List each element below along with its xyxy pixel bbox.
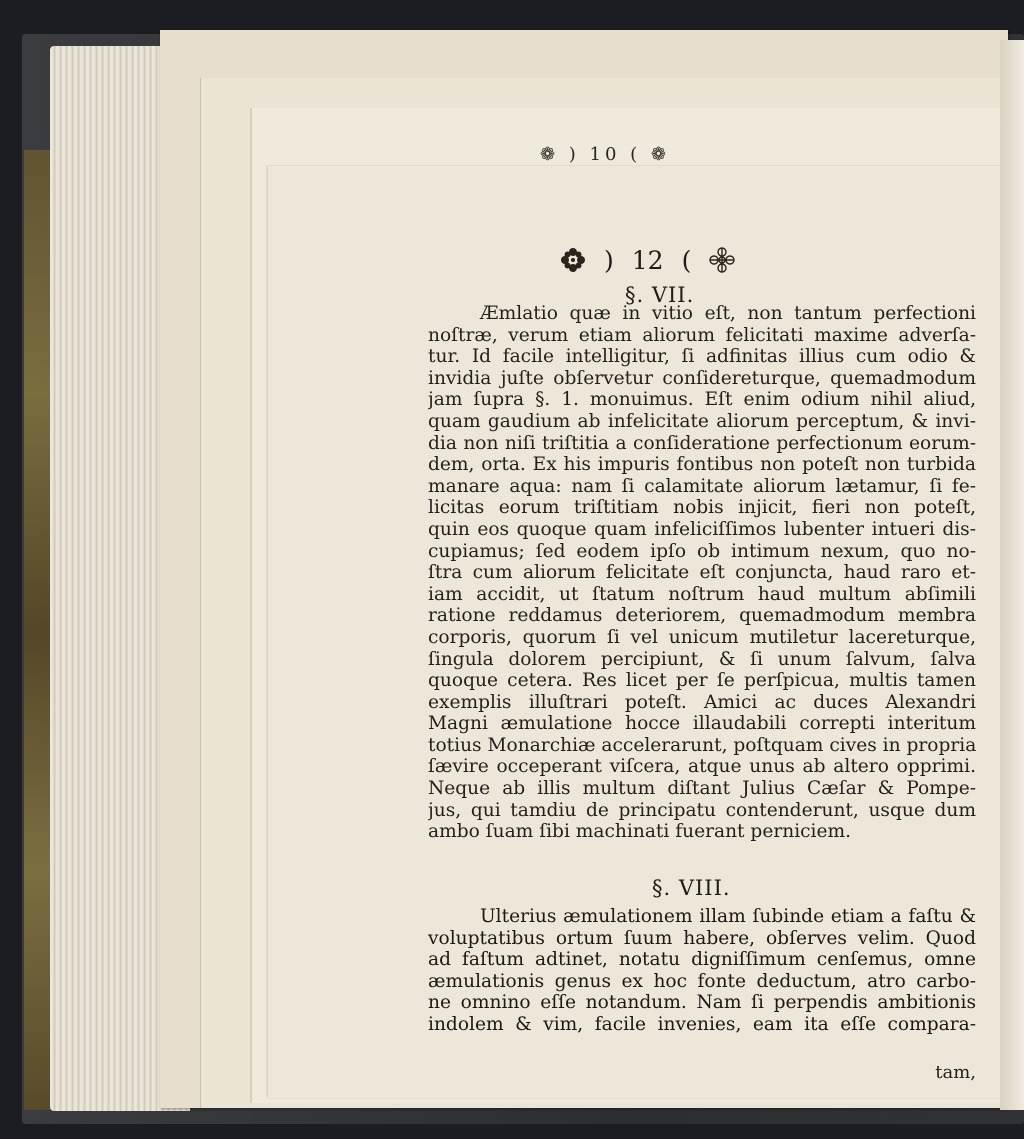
header-left-paren: ): [604, 245, 614, 275]
text-line: ſtra cum aliorum felicitate eſt conjuncta, haud raro et-: [428, 562, 976, 584]
section-heading: §. VIII.: [652, 876, 731, 900]
flower-ornament-icon: [560, 247, 586, 273]
text-line: noſtræ, verum etiam aliorum felicitati maxime adverſa-: [428, 324, 976, 346]
text-line: indolem & vim, facile invenies, eam ita eſſe compara-: [428, 1013, 976, 1035]
catchword: tam,: [935, 1062, 976, 1083]
text-line: dia non niſi triſtitia a conſideratione perfectionum eorum-: [428, 432, 976, 454]
text-line: Neque ab illis multum diſtant Julius Cæſar & Pompe-: [428, 778, 976, 800]
section-heading: §. VII.: [625, 283, 695, 307]
section-viii-text: [428, 906, 976, 1036]
page-number: 12: [631, 245, 664, 275]
flower-ornament-icon: [709, 247, 735, 273]
text-line: ne omnino eſſe notandum. Nam ſi perpendis ambitionis: [428, 992, 976, 1014]
text-line: ſingula dolorem percipiunt, & ſi unum ſalvum, ſalva: [428, 648, 976, 670]
header-right-paren: (: [681, 245, 692, 275]
text-line: iam accidit, ut ſtatum noſtrum haud multum abſimili: [428, 583, 976, 605]
text-line: tur. Id facile intelligitur, ſi adfinitas illius cum odio &: [428, 346, 976, 368]
text-line: ratione reddamus deteriorem, quemadmodum membra: [428, 605, 976, 627]
page-right-edge: [1000, 40, 1024, 1110]
text-line: licitas eorum triſtitiam nobis injicit, fieri non poteſt,: [428, 497, 976, 519]
text-line: manare aqua: nam ſi calamitate aliorum lætamur, ſi fe-: [428, 475, 976, 497]
section-vii-text: [428, 303, 976, 843]
text-line: Magni æmulatione hocce illaudabili correpti interitum: [428, 713, 976, 735]
text-line: jam ſupra §. 1. monuimus. Eſt enim odium nihil aliud,: [428, 389, 976, 411]
text-line: Æmlatio quæ in vitio eſt, non tantum perfectioni: [480, 303, 976, 324]
page-header: [560, 240, 840, 280]
previous-page-header: ❁ ) 10 ( ❁: [540, 144, 670, 165]
text-line: exemplis illuſtrari poteſt. Amici ac duces Alexandri: [428, 691, 976, 713]
text-line: jus, qui tamdiu de principatu contenderunt, usque dum: [428, 799, 976, 821]
text-line: ambo ſuam ſibi machinati fuerant perniciem.: [428, 821, 852, 843]
text-line: quam gaudium ab infelicitate aliorum perceptum, & invi-: [428, 410, 976, 432]
text-line: Ulterius æmulationem illam ſubinde etiam a faſtu &: [480, 906, 976, 927]
text-line: totius Monarchiæ accelerarunt, poſtquam cives in propria: [428, 734, 976, 756]
text-line: corporis, quorum ſi vel unicum mutiletur lacereturque,: [428, 626, 976, 648]
text-line: quoque cetera. Res licet per ſe perſpicua, multis tamen: [428, 670, 976, 692]
text-line: æmulationis genus ex hoc fonte deductum, atro carbo-: [428, 970, 976, 992]
text-line: ad faſtum adtinet, notatu digniſſimum cenſemus, omne: [428, 949, 976, 971]
text-line: ſævire occeperant viſcera, atque unus ab altero opprimi.: [428, 756, 976, 778]
text-line: invidia juſte obſervetur conſidereturque, quemadmodum: [428, 367, 976, 389]
text-line: quin eos quoque quam infeliciſſimos lubenter intueri dis-: [428, 518, 976, 540]
text-line: cupiamus; ſed eodem ipſo ob intimum nexum, quo no-: [428, 540, 976, 562]
text-line: voluptatibus ortum ſuum habere, obſerves velim. Quod: [428, 927, 976, 949]
text-line: dem, orta. Ex his impuris fontibus non poteſt non turbida: [428, 454, 976, 476]
